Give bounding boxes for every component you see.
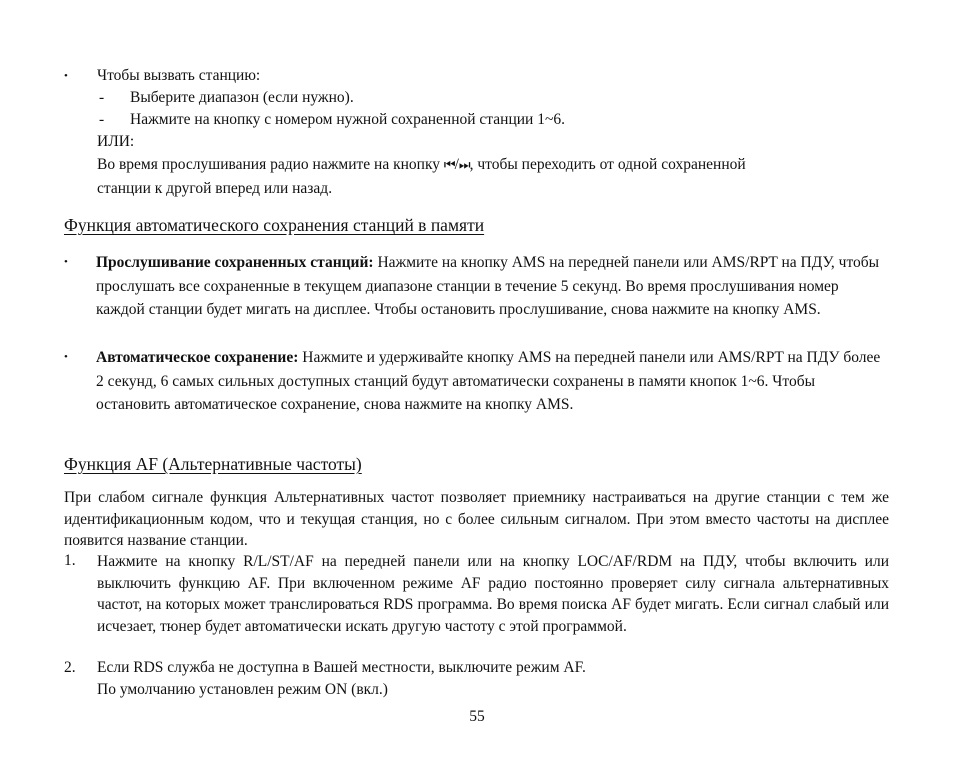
skip-text-b: , чтобы переходить от одной сохраненной bbox=[469, 156, 746, 173]
step-select-band: Выберите диапазон (если нужно). bbox=[130, 89, 354, 106]
ams-listen-text: Нажмите на кнопку AMS на передней панели или AMS/RPT на ПДУ, чтобы прослушать все сохраненные в текущем диапазоне станции в течение 5 секунд. Во время прослушивания номер каждой станции будет мигать на дисплее. Чтобы остановить прослушивание, снова нажмите на кнопку AMS. bbox=[96, 254, 880, 319]
dash-marker: - bbox=[99, 89, 105, 106]
list-number-1: 1. bbox=[64, 552, 76, 569]
list-number-2: 2. bbox=[64, 659, 76, 676]
recall-station-title: Чтобы вызвать станцию: bbox=[97, 67, 261, 84]
af-step-2-line1: Если RDS служба не доступна в Вашей местности, выключите режим AF. bbox=[97, 659, 586, 676]
next-track-icon: ⏭ bbox=[458, 157, 470, 172]
icon-separator: / bbox=[454, 156, 459, 173]
ams-auto-text: Нажмите и удерживайте кнопку AMS на передней панели или AMS/RPT на ПДУ более 2 секунд, 6 самых сильных доступных станций будут автоматически сохранены в памяти кнопок 1~6. Чтобы остановить автоматическое сохранение, снова нажмите на кнопку AMS. bbox=[96, 349, 881, 414]
ams-heading: Функция автоматического сохранения станций в памяти bbox=[64, 215, 485, 235]
af-step-2-line2: По умолчанию установлен режим ON (вкл.) bbox=[97, 681, 388, 698]
af-heading: Функция AF (Альтернативные частоты) bbox=[64, 454, 362, 474]
af-intro-paragraph: При слабом сигнале функция Альтернативных частот позволяет приемнику настраиваться на другие станции с тем же идентификационным кодом, что и текущая станция, но с более сильным сигналом. При этом вместо частоты на дисплее появится название станции. bbox=[64, 489, 889, 549]
ams-listen-label: Прослушивание сохраненных станций: bbox=[96, 254, 374, 271]
skip-instructions-line1 bbox=[97, 155, 889, 175]
or-label: ИЛИ: bbox=[97, 133, 135, 150]
step-press-preset: Нажмите на кнопку с номером нужной сохраненной станции 1~6. bbox=[130, 111, 565, 128]
af-step-1: Нажмите на кнопку R/L/ST/AF на передней панели или на кнопку LOC/AF/RDM на ПДУ, чтобы включить или выключить функцию AF. При включенном режиме AF радио постоянно проверяет силу сигнала альтернативных частот, на которых может транслироваться RDS программа. Во время поиска AF будет мигать. Если сигнал слабый или исчезает, тюнер будет автоматически искать другую частоту с этой программой. bbox=[97, 553, 889, 635]
bullet-dot: • bbox=[64, 351, 68, 363]
previous-track-icon: ⏮ bbox=[443, 157, 455, 172]
ams-auto-label: Автоматическое сохранение: bbox=[96, 349, 299, 366]
page-number: 55 bbox=[469, 708, 485, 725]
dash-marker: - bbox=[99, 111, 105, 128]
ams-listen-paragraph bbox=[96, 251, 891, 322]
skip-instructions-line2: станции к другой вперед или назад. bbox=[97, 180, 333, 197]
bullet-dot: • bbox=[64, 256, 68, 268]
skip-text-a: Во время прослушивания радио нажмите на кнопку bbox=[97, 156, 444, 173]
bullet-dot: • bbox=[64, 70, 68, 82]
ams-auto-paragraph bbox=[96, 346, 891, 417]
